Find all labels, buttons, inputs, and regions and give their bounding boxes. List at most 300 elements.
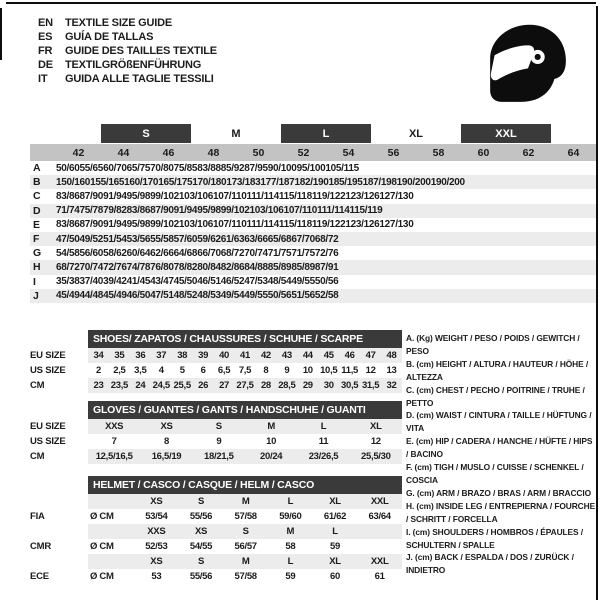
size-value-cell: 103/106 (178, 219, 213, 231)
size-value-cell: 74/78 (126, 261, 151, 273)
shoes-cell: 30,5 (341, 380, 359, 391)
size-value-cell: 95/98 (126, 219, 151, 231)
legend-entry: C. (cm) CHEST / PECHO / POITRINE / TRUHE / PETTO (406, 384, 585, 408)
measure-letter: D (33, 204, 41, 217)
size-row (30, 232, 596, 246)
size-value-cell: 99/102 (150, 190, 179, 202)
size-value-cell: 47/51 (150, 290, 174, 302)
size-value-cell: 47/50 (56, 233, 80, 245)
size-row (30, 189, 596, 203)
size-value-cell: 48/54 (267, 276, 292, 288)
gloves-cell: 8 (164, 436, 169, 447)
size-value-cell: 80/84 (197, 261, 221, 273)
size-value-cell: 43/47 (150, 276, 174, 288)
size-row (30, 246, 596, 260)
size-value-cell: 49/55 (291, 276, 315, 288)
helmet-size-label: XL (329, 496, 341, 507)
gloves-title-bar: GLOVES / GUANTES / GANTS / HANDSCHUHE / GUANTI (88, 401, 402, 419)
gloves-table (30, 401, 402, 464)
gloves-cell: 12 (370, 436, 381, 447)
shoes-cell: 45 (323, 350, 334, 361)
helmet-icon (484, 20, 572, 108)
shoes-cell: 12 (365, 365, 376, 376)
size-column-number: 42 (72, 146, 85, 159)
helmet-value-cell: 59/60 (279, 511, 302, 522)
gloves-row (30, 449, 402, 464)
size-value-cell: 91/94 (103, 219, 127, 231)
helmet-size-label: XXL (370, 556, 389, 567)
shoes-cell: 11,5 (341, 365, 359, 376)
textile-size-table (30, 124, 596, 303)
shoes-cell: 6 (200, 365, 206, 376)
size-group-band (30, 124, 596, 143)
size-value-cell: 111/114 (246, 219, 279, 231)
shoes-cell: 23,5 (110, 380, 129, 391)
shoes-cell: 47 (365, 350, 376, 361)
gloves-row (30, 434, 402, 449)
shoes-cell: 3,5 (134, 365, 147, 376)
helmet-value-cell: 61 (374, 571, 385, 582)
size-value-cell: 91/94 (103, 190, 127, 202)
helmet-size-label: XS (194, 526, 208, 537)
size-value-cell: 76/80 (150, 261, 174, 273)
size-value-cell: 51/56 (291, 290, 315, 302)
shoes-cell: 24 (135, 380, 146, 391)
size-value-cell: 111/114 (317, 205, 350, 217)
shoes-cell: 46 (344, 350, 355, 361)
size-value-cell: 67/70 (291, 233, 315, 245)
gloves-row-label: US SIZE (30, 436, 66, 447)
helmet-standard-label: CMR (30, 541, 52, 552)
legend-entry: H. (cm) INSIDE LEG / ENTREPIERNA / FOURCHE / SCHRITT / FORCELLA (406, 500, 596, 524)
size-value-cell: 68/72 (56, 261, 80, 273)
size-value-cell: 150/160 (56, 176, 91, 188)
size-column-number: 46 (162, 146, 175, 159)
gloves-cell: 12,5/16,5 (95, 451, 133, 462)
size-value-cell: 45/50 (173, 276, 198, 288)
shoes-cell: 31,5 (361, 380, 380, 391)
size-value-cell: 70/74 (79, 261, 104, 273)
size-value-cell: 190/200 (430, 176, 465, 188)
shoes-cell: 8 (263, 365, 269, 376)
size-value-cell: 84/88 (244, 261, 268, 273)
size-value-cell: 115/119 (349, 205, 383, 217)
size-value-cell: 170/180 (192, 176, 227, 188)
measure-letter: F (33, 233, 40, 246)
size-value-cell: 65/75 (126, 162, 151, 174)
gloves-cell: M (267, 421, 275, 432)
legend-entry: G. (cm) ARM / BRAZO / BRAS / ARM / BRACCIO (406, 487, 592, 498)
shoes-table (30, 330, 402, 393)
size-value-cell: 44/48 (79, 290, 104, 302)
size-value-cell: 115/118 (278, 190, 312, 202)
language-title: TEXTILGRÖßENFÜHRUNG (65, 59, 202, 71)
language-code: FR (38, 45, 53, 57)
size-value-cell: 70/80 (150, 162, 174, 174)
shoes-cell: 24,5 (152, 380, 170, 391)
size-column-number: 48 (207, 146, 220, 159)
size-value-cell: 71/75 (267, 247, 292, 259)
shoes-cell: 38 (177, 350, 188, 361)
size-column-number: 62 (522, 146, 535, 159)
shoes-row-label: US SIZE (30, 365, 66, 376)
helmet-standard-label: ECE (30, 571, 49, 582)
helmet-size-label: XS (150, 556, 163, 567)
size-value-cell: 95/98 (126, 190, 151, 202)
shoes-cell: 39 (198, 350, 209, 361)
measure-letter: H (33, 261, 41, 274)
gloves-cell: 20/24 (260, 451, 283, 462)
size-value-cell: 66/70 (197, 247, 221, 259)
helmet-value-cell: 57/58 (234, 571, 257, 582)
size-value-cell: 79/82 (103, 205, 127, 217)
size-value-cell: 72/76 (103, 261, 127, 273)
gloves-cell: S (215, 421, 222, 432)
gloves-cell: XXS (105, 421, 124, 432)
helmet-value-cell: 53 (151, 571, 162, 582)
border-left (0, 8, 2, 60)
size-value-cell: 62/66 (150, 247, 174, 259)
shoes-cell: 5 (179, 365, 185, 376)
size-value-cell: 83/86 (56, 219, 80, 231)
size-value-cell: 190/200 (396, 176, 431, 188)
size-value-cell: 83/88 (197, 162, 221, 174)
gloves-cell: 16,5/19 (151, 451, 182, 462)
helmet-value-cell: 57/58 (234, 511, 257, 522)
size-value-cell: 78/82 (173, 261, 198, 273)
size-value-cell: 55/58 (150, 233, 174, 245)
size-value-cell: 47/53 (244, 276, 268, 288)
size-value-cell: 50/60 (56, 162, 80, 174)
size-column-header (30, 144, 596, 161)
size-column-number: 52 (297, 146, 310, 159)
language-title: TEXTILE SIZE GUIDE (65, 17, 173, 29)
size-rows (30, 161, 596, 303)
size-value-cell: 107/110 (212, 190, 247, 202)
size-value-cell: 160/170 (124, 176, 159, 188)
helmet-value-cell: 55/56 (189, 571, 213, 582)
shoes-cell: 9 (284, 365, 290, 376)
shoes-cell: 25,5 (173, 380, 191, 391)
size-value-cell: 105/115 (325, 162, 359, 174)
size-value-cell: 35/38 (56, 276, 80, 288)
language-code: ES (38, 31, 53, 43)
size-column-number: 44 (117, 146, 130, 159)
size-label-xxl: XXL (461, 124, 551, 143)
shoes-cell: 42 (260, 350, 271, 361)
measure-letter: J (33, 289, 39, 302)
helmet-value-cell: 54/55 (189, 541, 213, 552)
size-value-cell: 49/55 (244, 290, 268, 302)
shoes-cell: 44 (302, 350, 313, 361)
shoes-cell: 7,5 (238, 365, 252, 376)
size-value-cell: 107/110 (283, 205, 318, 217)
size-value-cell: 57/60 (173, 233, 198, 245)
size-value-cell: 75/78 (79, 205, 104, 217)
shoes-cell: 23 (93, 380, 104, 391)
size-value-cell: 56/60 (79, 247, 104, 259)
shoes-title-bar: SHOES/ ZAPATOS / CHAUSSURES / SCHUHE / SCARPE (88, 330, 402, 348)
helmet-size-label: XS (150, 496, 163, 507)
shoes-row (30, 363, 402, 378)
helmet-size-label: S (197, 496, 205, 507)
size-value-cell: 59/62 (197, 233, 221, 245)
size-row (30, 218, 596, 232)
helmet-value-cell: 58 (285, 541, 296, 552)
size-value-cell: 85/89 (291, 261, 315, 273)
border-top (6, 2, 596, 4)
language-code: IT (38, 73, 48, 85)
shoes-cell: 48 (386, 350, 397, 361)
helmet-value-cell: 52/53 (145, 541, 168, 552)
shoes-cell: 2,5 (113, 365, 126, 376)
gloves-cell: 9 (216, 436, 222, 447)
size-value-cell: 51/54 (103, 233, 127, 245)
shoes-cell: 34 (93, 350, 104, 361)
helmet-size-label: XL (329, 556, 341, 567)
size-value-cell: 99/102 (150, 219, 179, 231)
shoes-cell: 43 (281, 350, 292, 361)
size-value-cell: 75/85 (173, 162, 198, 174)
size-value-cell: 99/102 (220, 205, 250, 217)
gloves-cell: L (320, 421, 327, 432)
size-value-cell: 61/63 (220, 233, 245, 245)
measure-letter: G (33, 247, 42, 260)
helmet-size-label: L (287, 556, 294, 567)
size-value-cell: 177/187 (260, 176, 295, 188)
language-title-list (38, 16, 217, 86)
helmet-size-label: L (287, 496, 294, 507)
legend-entry: F. (cm) TIGH / MUSLO / CUISSE / SCHENKEL / COSCIA (406, 462, 584, 485)
shoes-cell: 30 (323, 380, 334, 391)
size-column-number: 58 (432, 146, 445, 159)
helmet-size-label: M (286, 526, 295, 537)
size-value-cell: 68/72 (314, 233, 339, 245)
size-value-cell: 55/65 (79, 162, 104, 174)
helmet-values-row (30, 539, 402, 554)
size-value-cell: 173/183 (226, 176, 261, 188)
helmet-table (30, 476, 402, 584)
size-value-cell: 50/56 (267, 290, 292, 302)
size-label-s: S (101, 124, 191, 143)
helmet-standard-label: FIA (30, 511, 45, 522)
size-value-cell: 90/100 (267, 162, 297, 174)
helmet-value-cell: 53/54 (145, 511, 168, 522)
size-column-number: 56 (387, 146, 400, 159)
helmet-value-cell: 55/56 (189, 511, 213, 522)
measure-letter: C (33, 190, 41, 203)
size-value-cell: 46/51 (197, 276, 221, 288)
size-label-xl: XL (408, 127, 424, 140)
helmet-size-label: S (242, 526, 249, 537)
size-value-cell: 48/53 (197, 290, 221, 302)
helmet-values-row (30, 509, 402, 524)
shoes-cell: 26 (198, 380, 209, 391)
helmet-sizes-row (30, 554, 402, 569)
helmet-sizes-row (30, 494, 402, 509)
size-value-cell: 95/98 (197, 205, 221, 217)
size-value-cell: 71/75 (291, 247, 315, 259)
size-value-cell: 53/56 (126, 233, 151, 245)
size-value-cell: 107/110 (212, 219, 247, 231)
helmet-title-bar: HELMET / CASCO / CASQUE / HELM / CASCO (88, 476, 402, 494)
shoes-row-label: EU SIZE (30, 350, 66, 361)
shoes-cell: 28 (260, 380, 271, 391)
size-row (30, 175, 596, 189)
size-value-cell: 48/52 (173, 290, 198, 302)
helmet-values-row (30, 569, 402, 584)
shoes-cell: 27,5 (236, 380, 254, 391)
diameter-unit-label: Ø CM (90, 511, 114, 522)
legend-entry: B. (cm) HEIGHT / ALTURA / HAUTEUR / HÖHE / ALTEZZA (406, 358, 589, 382)
gloves-row-label: CM (30, 451, 45, 462)
measure-letter: B (33, 176, 41, 189)
size-column-number: 50 (252, 146, 265, 159)
helmet-sizes-row (30, 524, 402, 539)
gloves-cell: 25,5/30 (361, 451, 391, 462)
gloves-cell: 10 (266, 436, 277, 447)
shoes-cell: 35 (114, 350, 125, 361)
gloves-row (30, 419, 402, 434)
language-title: GUÍA DE TALLAS (65, 31, 154, 43)
size-row (30, 275, 596, 289)
shoes-row (30, 378, 402, 393)
size-value-cell: 49/54 (220, 290, 245, 302)
size-column-number: 54 (342, 146, 355, 159)
size-value-cell: 87/90 (150, 205, 174, 217)
size-value-cell: 91/94 (173, 205, 198, 217)
size-value-cell: 185/195 (328, 176, 363, 188)
size-value-cell: 45/49 (103, 290, 127, 302)
shoes-cell: 29 (302, 380, 313, 391)
size-value-cell: 119/122 (311, 190, 346, 202)
size-value-cell: 50/56 (314, 276, 339, 288)
gloves-row-label: EU SIZE (30, 421, 66, 432)
shoes-cell: 4 (158, 365, 164, 376)
size-column-number: 60 (477, 146, 490, 159)
size-value-cell: 72/76 (314, 247, 339, 259)
measure-letter: E (33, 218, 41, 231)
helmet-size-label: XXL (370, 496, 389, 507)
language-title: GUIDA ALLE TAGLIE TESSILI (65, 73, 214, 85)
size-value-cell: 58/62 (103, 247, 127, 259)
shoes-cell: 27 (219, 380, 230, 391)
helmet-value-cell: 59 (285, 571, 296, 582)
helmet-size-label: S (197, 556, 205, 567)
helmet-value-cell: 56/57 (234, 541, 257, 552)
language-title-row (38, 16, 217, 30)
shoes-cell: 41 (240, 350, 250, 361)
helmet-size-label: M (241, 556, 250, 567)
size-value-cell: 60/64 (126, 247, 151, 259)
helmet-value-cell: 60 (330, 571, 340, 582)
helmet-value-cell: 63/64 (368, 511, 391, 522)
language-code: DE (38, 59, 53, 71)
size-value-cell: 87/90 (79, 219, 104, 231)
shoes-row (30, 348, 402, 363)
size-value-cell: 37/40 (79, 276, 104, 288)
size-value-cell: 103/106 (178, 190, 213, 202)
size-value-cell: 87/90 (79, 190, 104, 202)
size-row (30, 289, 596, 303)
legend-entry: E. (cm) HIP / CADERA / HANCHE / HÜFTE / HIPS / BACINO (406, 436, 593, 460)
size-value-cell: 83/86 (126, 205, 151, 217)
size-value-cell: 187/198 (362, 176, 397, 188)
language-title-row (38, 30, 217, 44)
helmet-value-cell: 61/62 (323, 511, 347, 522)
language-title-row (38, 58, 217, 72)
size-value-cell: 63/66 (244, 233, 268, 245)
size-value-cell: 52/58 (314, 290, 339, 302)
gloves-cell: XS (160, 421, 173, 432)
size-value-cell: 41/45 (126, 276, 151, 288)
gloves-cell: 23/26,5 (308, 451, 339, 462)
gloves-cell: 7 (111, 436, 117, 447)
size-value-cell: 103/106 (249, 205, 284, 217)
size-value-cell: 60/70 (103, 162, 127, 174)
size-value-cell: 49/52 (79, 233, 104, 245)
shoes-cell: 40 (219, 350, 230, 361)
size-row (30, 204, 596, 218)
shoes-cell: 28,5 (278, 380, 296, 391)
legend-entry: I. (cm) SHOULDERS / HOMBROS / ÉPAULES / SCHULTERN / SPALLE (406, 526, 583, 550)
shoes-cell: 10 (302, 365, 313, 376)
size-value-cell: 65/68 (267, 233, 292, 245)
size-row (30, 260, 596, 274)
size-value-cell: 71/74 (56, 205, 80, 217)
size-label-m: M (231, 127, 241, 140)
helmet-size-label: M (241, 496, 250, 507)
size-label-l: L (281, 124, 371, 143)
size-value-cell: 155/165 (90, 176, 125, 188)
size-value-cell: 127/130 (379, 219, 414, 231)
size-value-cell: 83/86 (56, 190, 80, 202)
language-title: GUIDE DES TAILLES TEXTILE (65, 45, 217, 57)
language-title-row (38, 72, 217, 86)
measure-letter: A (33, 162, 41, 175)
shoes-cell: 37 (156, 350, 167, 361)
size-value-cell: 87/91 (314, 261, 339, 273)
size-value-cell: 45/49 (56, 290, 80, 302)
size-value-cell: 111/114 (246, 190, 279, 202)
size-row (30, 161, 596, 175)
size-value-cell: 127/130 (379, 190, 414, 202)
diameter-unit-label: Ø CM (90, 541, 114, 552)
size-value-cell: 68/72 (220, 247, 245, 259)
size-value-cell: 85/92 (220, 162, 245, 174)
helmet-size-label: L (332, 526, 338, 537)
shoes-cell: 32 (386, 380, 397, 391)
shoes-cell: 2 (95, 365, 101, 376)
size-value-cell: 87/95 (244, 162, 268, 174)
size-value-cell: 95/100 (296, 162, 326, 174)
gloves-cell: XL (370, 421, 382, 432)
size-value-cell: 119/122 (311, 219, 346, 231)
gloves-cell: 11 (318, 436, 329, 447)
helmet-size-label: XXS (147, 526, 166, 537)
measure-letter: I (33, 275, 36, 288)
size-value-cell: 39/42 (103, 276, 127, 288)
helmet-value-cell: 59 (330, 541, 340, 552)
size-value-cell: 85/89 (267, 261, 292, 273)
legend-entry: A. (Kg) WEIGHT / PESO / POIDS / GEWITCH / PESO (406, 333, 580, 356)
size-value-cell: 123/126 (345, 219, 380, 231)
legend-entry: J. (cm) BACK / ESPALDA / DOS / ZURÜCK / INDIETRO (406, 552, 574, 576)
legend-entry: D. (cm) WAIST / CINTURA / TAILLE / HÜFTUNG / VITA (406, 410, 592, 434)
size-value-cell: 165/175 (158, 176, 193, 188)
shoes-cell: 10,5 (320, 365, 338, 376)
size-value-cell: 82/86 (220, 261, 245, 273)
